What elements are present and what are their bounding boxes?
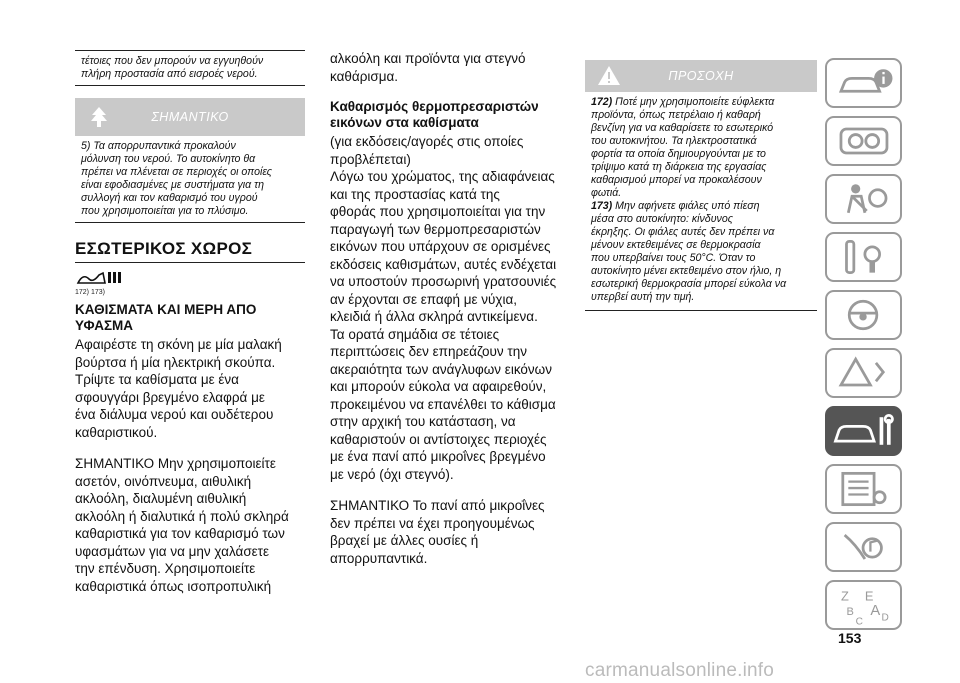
text-line: Τρίψτε τα καθίσματα με ένα [75, 372, 239, 387]
text-line: περιπτώσεις δεν επηρεάζουν την [330, 344, 528, 359]
text-line: ακλοόλη ή διαλυτικά ή πολύ σκληρά [75, 508, 289, 524]
warning-banner [585, 60, 817, 92]
music-satellite-icon [827, 524, 900, 570]
tab-starting-driving[interactable] [825, 232, 902, 282]
column-3 [585, 60, 817, 311]
thermo-subtitle [330, 99, 560, 131]
seat-icon [75, 269, 125, 287]
text-line: βραχεί με άλλες ουσίες ή [330, 533, 479, 548]
text-line: αλκοόλη και προϊόντα για στεγνό [330, 51, 526, 66]
thermo-paragraph [330, 133, 560, 483]
text-line: με νερό (όχι στεγνό). [330, 466, 454, 482]
text-line: που χρησιμοποιείται για το πλύσιμο. [81, 205, 249, 217]
text-line: εικόνων στα καθίσματα [330, 115, 479, 130]
warning-number: 173) [591, 200, 613, 212]
text-line: δεν πρέπει να έχει προηγουμένως [330, 515, 535, 531]
text-line: συλλογή και τον καθαρισμό του υγρού [81, 192, 258, 204]
car-info-icon [827, 60, 900, 106]
text-line: προβλέπεται) [330, 151, 411, 167]
section-title: ΕΣΩΤΕΡΙΚΟΣ ΧΩΡΟΣ [75, 239, 305, 263]
text-line: την επένδυση. Χρησιμοποιείτε [75, 561, 256, 576]
warning-box [585, 92, 817, 311]
text-line: που υπερβαίνει τους 50°C. Όταν το [591, 252, 756, 264]
tab-safety[interactable] [825, 174, 902, 224]
svg-text:E: E [864, 588, 874, 604]
warning-triangle-icon [597, 64, 621, 88]
text-line: κλειδιά ή άλλα σκληρά αντικείμενα. [330, 309, 538, 324]
text-line: υφασμάτων για να μην χαλάσετε [75, 543, 270, 559]
text-line: προκειμένου να επανέλθει το κάθισμα [330, 396, 556, 412]
text-line: τρίψιμο κατά τη διάρκεια της εργασίας [591, 161, 767, 173]
text-line: μόλυνση του νερού. Το αυτοκίνητο θα [81, 153, 256, 165]
warning-refs: 172) 173) [75, 289, 105, 296]
steering-wheel-icon [827, 292, 900, 338]
text-line: τέτοιες που δεν μπορούν να εγγυηθούν [81, 55, 264, 67]
important-paragraph-2 [330, 497, 560, 567]
text-line: ΣΗΜΑΝΤΙΚΟ Το πανί από μικροΐνες [330, 498, 545, 513]
tree-icon [87, 105, 111, 129]
text-line: προϊόντα, όπως πετρέλαιο ή καθαρή [591, 109, 761, 121]
seats-paragraph [75, 336, 305, 441]
text-line: καθαριστικά για τον καθαρισμό των [75, 526, 285, 541]
tab-emergency[interactable] [825, 348, 902, 398]
text-line: 5) Τα απορρυπαντικά προκαλούν [81, 140, 236, 152]
column-2 [330, 50, 560, 567]
column-1 [75, 50, 305, 595]
text-line: καθαριστικά όπως ισοπροπυλική [75, 578, 272, 594]
text-line: Αφαιρέστε τη σκόνη με μία μαλακή [75, 337, 282, 352]
page-number: 153 [838, 630, 862, 646]
svg-text:C: C [855, 616, 863, 628]
text-line: ΥΦΑΣΜΑ [75, 318, 134, 333]
text-line: στην αρχική του κατάσταση, να [330, 414, 516, 429]
text-line: έκρηξης. Οι φιάλες αυτές δεν πρέπει να [591, 226, 775, 238]
tab-index-alphabet[interactable] [825, 580, 902, 630]
text-line: εικόνων που υπάρχουν σε ορισμένες [330, 239, 551, 254]
text-line: και μπορούν εύκολα να αφαιρεθούν, [330, 379, 547, 394]
text-line: πρέπει να πλένεται σε περιοχές οι οποίες [81, 166, 272, 178]
text-line: είναι εφοδιασμένες με συστήματα για τη [81, 179, 264, 191]
seatbelt-icon [827, 176, 900, 222]
text-line: Καθαρισμός θερμοπρεσαριστών [330, 99, 539, 114]
text-line: υπερβεί αυτή την τιμή. [591, 291, 695, 303]
text-line: Τα ορατά σημάδια σε τέτοιες [330, 326, 500, 342]
tab-maintenance-tools[interactable] [825, 406, 902, 456]
seats-subtitle [75, 302, 305, 334]
text-line: απορρυπαντικά. [330, 550, 428, 566]
svg-text:A: A [870, 603, 881, 620]
emergency-triangle-icon [827, 350, 900, 396]
important-banner [75, 98, 305, 136]
dashboard-icon [827, 118, 900, 164]
car-wrench-icon [827, 408, 900, 454]
tab-technical-data[interactable] [825, 464, 902, 514]
important-paragraph [75, 455, 305, 595]
text-line: φορτία τα οποία δημιουργούνται με το [591, 148, 766, 160]
svg-text:Z: Z [840, 588, 849, 604]
text-line: ΣΗΜΑΝΤΙΚΟ Μην χρησιμοποιείτε [75, 456, 276, 471]
text-line: καθαρισμού μπορεί να προκαλέσουν [591, 174, 762, 186]
alphabet-index-icon [827, 582, 900, 628]
text-line: και της προστασίας κατά της [330, 186, 500, 202]
text-line: αν έρχονται σε επαφή με νύχια, [330, 291, 518, 307]
important-box [75, 136, 305, 223]
text-line: ασετόν, οινόπνευμα, αιθυλική [75, 473, 252, 489]
text-line: ΚΑΘΙΣΜΑΤΑ ΚΑΙ ΜΕΡΗ ΑΠΟ [75, 302, 257, 317]
text-line: καθάρισμα. [330, 68, 399, 84]
text-line: Ποτέ μην χρησιμοποιείτε εύφλεκτα [612, 96, 775, 108]
svg-text:B: B [846, 606, 854, 619]
text-line: ένα διάλυμα νερού και ουδέτερου [75, 407, 274, 422]
intro-paragraph [330, 50, 560, 85]
text-line: σφουγγάρι βρεγμένο ελαφρά με [75, 389, 265, 405]
text-line: φωτιά. [591, 187, 622, 199]
tab-steering-wheel[interactable] [825, 290, 902, 340]
text-line: καθαριστικού. [75, 424, 158, 440]
warning-title: ΠΡΟΣΟΧΗ [668, 69, 734, 83]
text-line: με ένα πανί από μικροΐνες βρεγμένο [330, 449, 546, 464]
key-icon [827, 234, 900, 280]
text-line: Μην αφήνετε φιάλες υπό πίεση [612, 200, 760, 212]
text-line: καθαριστούν οι αντίστοιχες περιοχές [330, 431, 547, 447]
spec-sheet-icon [827, 466, 900, 512]
text-line: να υποστούν προσωρινή γρατσουνιές [330, 274, 557, 289]
text-line: φθοράς που χρησιμοποιείται για την [330, 204, 546, 219]
text-line: του αυτοκινήτου. Τα ηλεκτροστατικά [591, 135, 757, 147]
text-line: βούρτσα ή μία ηλεκτρική σκούπα. [75, 354, 276, 370]
text-line: βενζίνη για να καθαρίσετε το εσωτερικό [591, 122, 774, 134]
text-line: Λόγω του χρώματος, της αδιαφάνειας [330, 169, 555, 184]
warning-number: 172) [591, 96, 613, 108]
text-line: πλήρη προστασία από εισροές νερού. [81, 68, 258, 80]
text-line: (για εκδόσεις/αγορές στις οποίες [330, 134, 524, 149]
text-line: ακλοόλη, διαλυμένη αιθυλική [75, 491, 247, 506]
text-line: εσωτερική θερμοκρασία μπορεί εύκολα να [591, 278, 787, 290]
tab-car-info[interactable] [825, 58, 902, 108]
text-line: μένουν εκτεθειμένες σε θερμοκρασία [591, 239, 761, 251]
text-line: παραγωγή των θερμοπρεσαριστών [330, 221, 541, 237]
text-line: αυτοκίνητο μένει εκτεθειμένο στον ήλιο, η [591, 265, 782, 277]
svg-text:D: D [881, 612, 889, 624]
text-line: εκδόσεις καθισμάτων, αυτές ενδέχεται [330, 256, 557, 272]
tab-dashboard[interactable] [825, 116, 902, 166]
text-line: ακεραιότητα των ανάγλυφων εικόνων [330, 361, 552, 377]
important-title: ΣΗΜΑΝΤΙΚΟ [151, 110, 229, 124]
watermark: carmanualsonline.info [585, 660, 775, 681]
tab-multimedia[interactable] [825, 522, 902, 572]
text-line: μέσα στο αυτοκίνητο: κίνδυνος [591, 213, 733, 225]
intro-box [75, 50, 305, 86]
